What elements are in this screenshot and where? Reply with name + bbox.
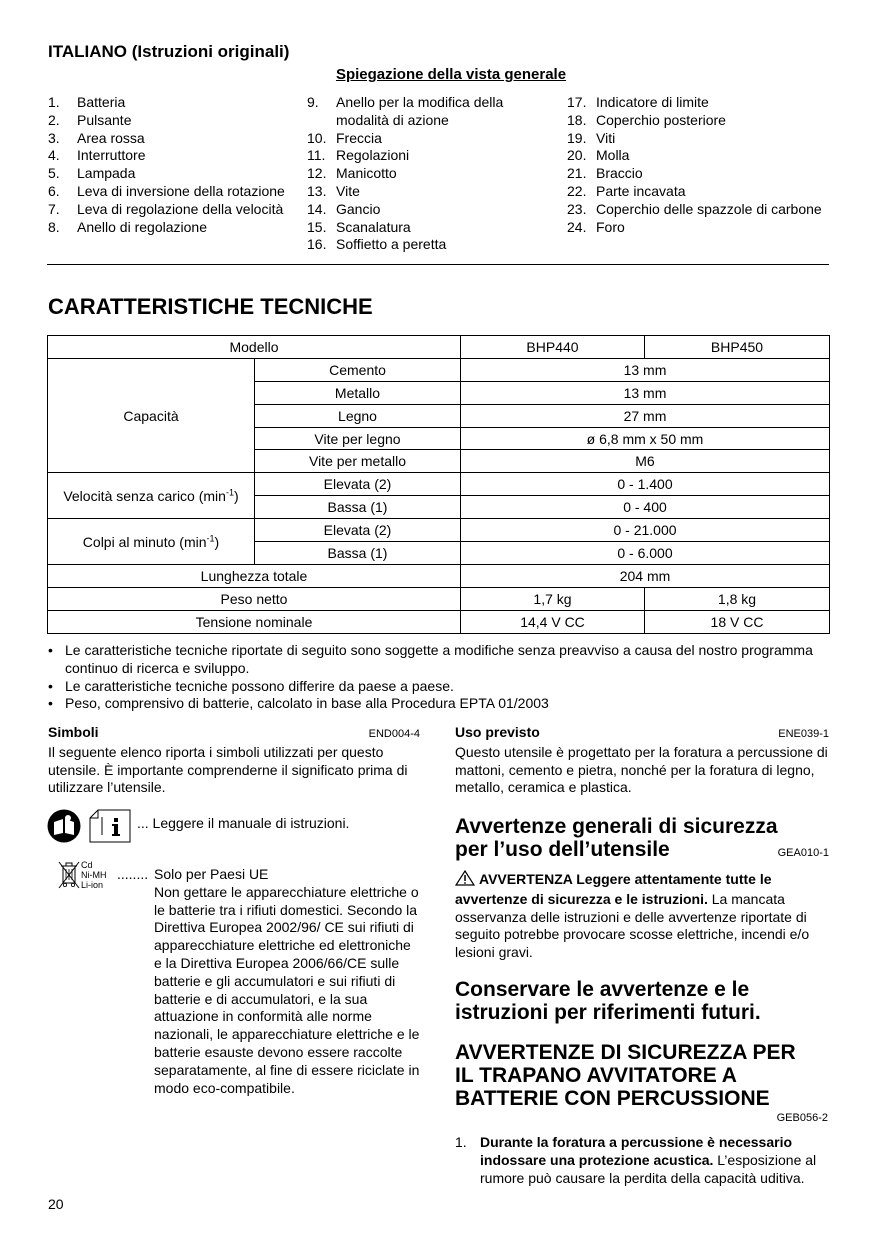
- blows-value: 0 - 21.000: [461, 519, 830, 542]
- specs-title: CARATTERISTICHE TECNICHE: [48, 294, 373, 319]
- capacity-key: Legno: [255, 404, 461, 427]
- eu-disposal-text: [154, 866, 420, 1097]
- table-row: [48, 358, 830, 381]
- capacity-value: 13 mm: [461, 381, 830, 404]
- blows-label: Colpi al minuto $(\min^{-1})$: [48, 519, 255, 565]
- general-safety-code: GEA010-1: [777, 847, 829, 859]
- list-item: 2. Pulsante: [48, 111, 132, 128]
- overview-subtitle: Spiegazione della vista generale: [335, 66, 567, 83]
- drill-safety-code: GEB056-2: [776, 1112, 828, 1124]
- list-item: 9. Anello per la modifica della modalità di azione: [307, 94, 504, 128]
- weight-a: 1,7 kg: [461, 587, 645, 610]
- parts-list-col3: [567, 94, 829, 236]
- blows-key: Bassa (1): [255, 542, 461, 565]
- read-manual-label: ... Leggere il manuale di istruzioni.: [137, 815, 350, 831]
- eu-title: Solo per Paesi UE: [154, 866, 269, 882]
- specs-table: [47, 335, 830, 634]
- list-item: 12. Manicotto: [307, 165, 397, 182]
- capacity-key: Metallo: [255, 381, 461, 404]
- speed-label: Velocità senza carico $(\min^{-1})$: [48, 473, 255, 519]
- list-item: 20. Molla: [567, 147, 630, 164]
- list-item: 10. Freccia: [307, 129, 382, 146]
- model-a: BHP440: [461, 336, 645, 359]
- spec-notes: [48, 642, 828, 713]
- drill-safety-heading: AVVERTENZE DI SICUREZZA PER IL TRAPANO AVVITATORE A BATTERIE CON PERCUSSIONE: [455, 1041, 796, 1110]
- capacity-value: ø 6,8 mm x 50 mm: [461, 427, 830, 450]
- parts-list-col1: [48, 94, 298, 236]
- speed-key: Elevata (2): [255, 473, 461, 496]
- capacity-key: Vite per legno: [255, 427, 461, 450]
- general-safety-warning: AVVERTENZA Leggere attentamente tutte le avvertenze di sicurezza e le istruzioni. La mancata osservanza delle istruzioni e delle avvertenze riportate di seguito potrebbe provocare scosse elettriche, incendi e/o lesioni gravi.: [455, 871, 810, 961]
- table-row: [48, 610, 830, 633]
- table-row: [48, 336, 830, 359]
- list-item: 19. Viti: [567, 129, 616, 146]
- list-item: • Peso, comprensivo di batterie, calcolato in base alla Procedura EPTA 01/2003: [48, 695, 549, 712]
- capacity-value: 27 mm: [461, 404, 830, 427]
- voltage-b: 18 V CC: [645, 610, 830, 633]
- list-item: 7. Leva di regolazione della velocità: [48, 200, 284, 217]
- speed-value: 0 - 400: [461, 496, 830, 519]
- model-b: BHP450: [645, 336, 830, 359]
- table-row: [48, 473, 830, 496]
- keep-instructions-heading: Conservare le avvertenze e le istruzioni per riferimenti futuri.: [455, 978, 761, 1024]
- list-item: • Le caratteristiche tecniche possono differire da paese a paese.: [48, 677, 454, 694]
- list-item: 1. Batteria: [48, 94, 126, 110]
- divider: [47, 264, 829, 265]
- list-item: 4. Interruttore: [48, 147, 146, 164]
- capacity-label: Capacità: [48, 358, 255, 472]
- list-item: 5. Lampada: [48, 165, 136, 182]
- capacity-key: Vite per metallo: [255, 450, 461, 473]
- speed-key: Bassa (1): [255, 496, 461, 519]
- blows-value: 0 - 6.000: [461, 542, 830, 565]
- battery-chemistry-labels: Cd Ni-MH Li-ion: [81, 860, 107, 890]
- general-safety-title: Avvertenze generali di sicurezza per l’uso dell’utensile GEA010-1: [455, 815, 829, 865]
- read-manual-icon: [47, 809, 81, 843]
- voltage-label: Tensione nominale: [48, 610, 461, 633]
- intended-use-section: [455, 724, 829, 797]
- list-item: 23. Coperchio delle spazzole di carbone: [567, 200, 822, 217]
- model-label: Modello: [48, 336, 461, 359]
- speed-value: 0 - 1.400: [461, 473, 830, 496]
- list-item: • Le caratteristiche tecniche riportate di seguito sono soggette a modifiche senza preavviso a causa del nostro programma continuo di ricerca e sviluppo.: [48, 642, 813, 676]
- length-value: 204 mm: [461, 564, 830, 587]
- eu-body: Non gettare le apparecchiature elettriche o le batterie tra i rifiuti domestici. Secondo la Direttiva Europea 2002/96/ CE sui rifiuti di apparecchiature elettriche ed elettroniche e la Direttiva Europea 2006/66/CE sulle batterie e gli accumulatori e sui rifiuti di batterie e di accumulatori, e la sua attuazione in conformità alle norme nazionali, le apparecchiature elettriche e le batterie esauste devono essere raccolte separatamente, al fine di essere riciclate in modo eco-compatibile.: [154, 883, 420, 1096]
- list-item: 22. Parte incavata: [567, 182, 686, 199]
- parts-list-col2: [307, 94, 552, 254]
- list-item: 24. Foro: [567, 218, 625, 235]
- blows-key: Elevata (2): [255, 519, 461, 542]
- list-item: 13. Vite: [307, 182, 360, 199]
- table-row: [48, 587, 830, 610]
- list-item: 21. Braccio: [567, 165, 643, 182]
- page-number: 20: [48, 1196, 64, 1212]
- list-item: 14. Gancio: [307, 200, 381, 217]
- intended-use-code: ENE039-1: [778, 728, 829, 740]
- weight-b: 1,8 kg: [645, 587, 830, 610]
- list-item: 17. Indicatore di limite: [567, 94, 709, 110]
- symbols-intro: Il seguente elenco riporta i simboli utilizzati per questo utensile. È importante comprenderne il significato prima di utilizzare l’utensile.: [48, 743, 408, 796]
- weight-label: Peso netto: [48, 587, 461, 610]
- length-label: Lunghezza totale: [48, 564, 461, 587]
- intended-use-title: Uso previsto: [455, 724, 540, 740]
- table-row: [48, 564, 830, 587]
- intended-use-text: Questo utensile è progettato per la foratura a percussione di mattoni, cemento e pietra, nonché per la foratura di legno, metallo, ceramica e plastica.: [455, 743, 828, 796]
- list-item: 16. Soffietto a peretta: [307, 236, 447, 253]
- eu-dots: ........: [117, 866, 149, 882]
- symbols-title: Simboli: [48, 724, 99, 740]
- crossed-bin-icon: [58, 860, 80, 890]
- list-item: 15. Scanalatura: [307, 218, 411, 235]
- warning-triangle-icon: [455, 870, 475, 891]
- list-item: 18. Coperchio posteriore: [567, 111, 726, 128]
- capacity-value: 13 mm: [461, 358, 830, 381]
- symbols-code: END004-4: [368, 728, 420, 740]
- capacity-value: M6: [461, 450, 830, 473]
- list-item: 6. Leva di inversione della rotazione: [48, 182, 285, 199]
- voltage-a: 14,4 V CC: [461, 610, 645, 633]
- symbols-section: [48, 724, 420, 797]
- list-item: 11. Regolazioni: [307, 147, 410, 164]
- list-item: 8. Anello di regolazione: [48, 218, 207, 235]
- capacity-key: Cemento: [255, 358, 461, 381]
- list-item: 3. Area rossa: [48, 129, 145, 146]
- language-heading: ITALIANO (Istruzioni originali): [48, 42, 290, 61]
- table-row: [48, 519, 830, 542]
- drill-safety-item: 1. Durante la foratura a percussione è necessario indossare una protezione acustica. L’esposizione al rumore può causare la perdita della capacità uditiva.: [455, 1134, 817, 1186]
- info-manual-icon: [88, 809, 132, 843]
